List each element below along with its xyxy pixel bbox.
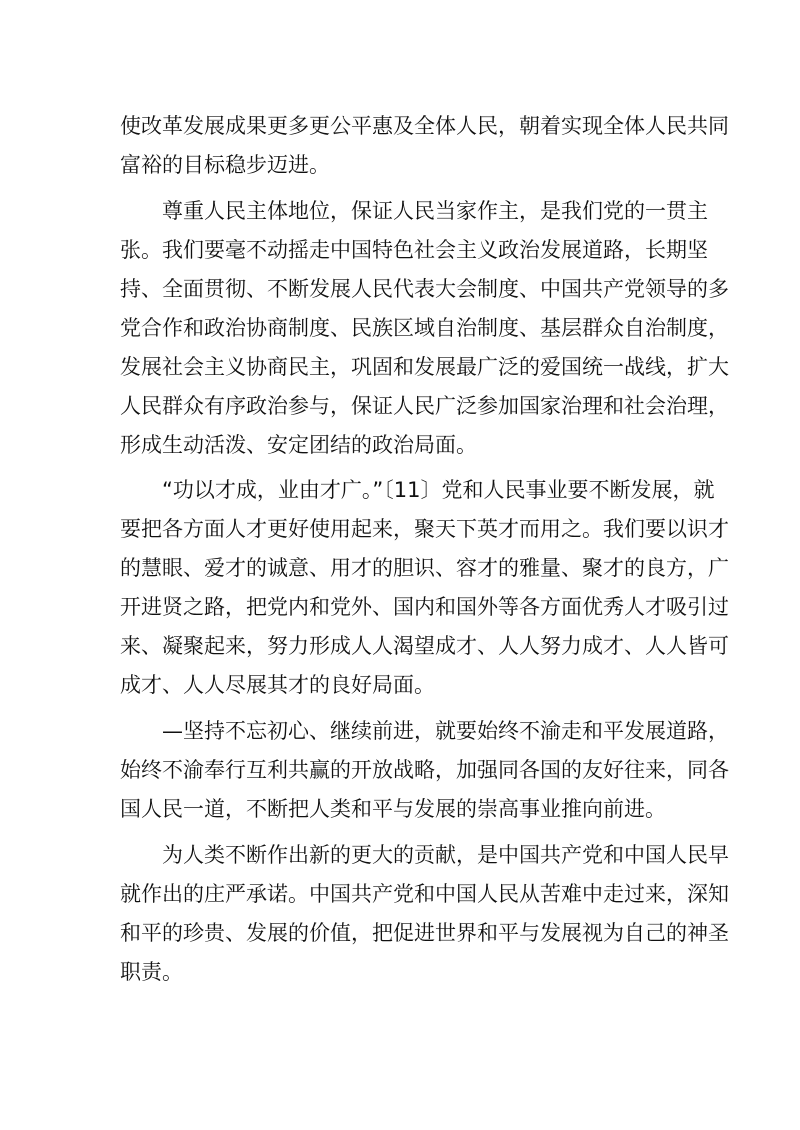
text-line: 尊重人民主体地位，保证人民当家作主，是我们党的一贯主 — [162, 199, 708, 223]
text-line: 使改革发展成果更多更公平惠及全体人民，朝着实现全体人民共同 — [120, 114, 729, 138]
text-line: 人民群众有序政治参与，保证人民广泛参加国家治理和社会治理， — [120, 394, 729, 418]
text-line: 形成生动活泼、安定团结的政治局面。 — [120, 433, 477, 457]
text-line: 始终不渝奉行互利共赢的开放战略，加强同各国的友好往来，同各 — [120, 758, 729, 782]
text-line: 的慧眼、爱才的诚意、用才的胆识、容才的雅量、聚才的良方，广 — [120, 556, 729, 580]
text-line: 张。我们要毫不动摇走中国特色社会主义政治发展道路，长期坚 — [120, 238, 708, 262]
text-line: 职责。 — [120, 960, 183, 984]
text-line: 成才、人人尽展其才的良好局面。 — [120, 673, 435, 697]
text-line: 富裕的目标稳步迈进。 — [120, 153, 330, 177]
text-line: 党合作和政治协商制度、民族区域自治制度、基层群众自治制度， — [120, 316, 729, 340]
text-line: 来、凝聚起来，努力形成人人渴望成才、人人努力成才、人人皆可 — [120, 634, 729, 658]
text-line: “功以才成，业由才广。”〔11〕党和人民事业要不断发展，就 — [162, 478, 715, 502]
text-line: 为人类不断作出新的更大的贡献，是中国共产党和中国人民早 — [162, 843, 729, 867]
text-line: 就作出的庄严承诺。中国共产党和中国人民从苦难中走过来，深知 — [120, 882, 729, 906]
text-line: 开进贤之路，把党内和党外、国内和国外等各方面优秀人才吸引过 — [120, 595, 729, 619]
text-line: 发展社会主义协商民主，巩固和发展最广泛的爱国统一战线，扩大 — [120, 355, 729, 379]
text-line: 和平的珍贵、发展的价值，把促进世界和平与发展视为自己的神圣 — [120, 921, 729, 945]
text-line: 持、全面贯彻、不断发展人民代表大会制度、中国共产党领导的多 — [120, 277, 729, 301]
text-line: 要把各方面人才更好使用起来，聚天下英才而用之。我们要以识才 — [120, 517, 729, 541]
text-line: 国人民一道，不断把人类和平与发展的崇高事业推向前进。 — [120, 797, 666, 821]
text-line: —坚持不忘初心、继续前进，就要始终不渝走和平发展道路， — [162, 719, 729, 743]
